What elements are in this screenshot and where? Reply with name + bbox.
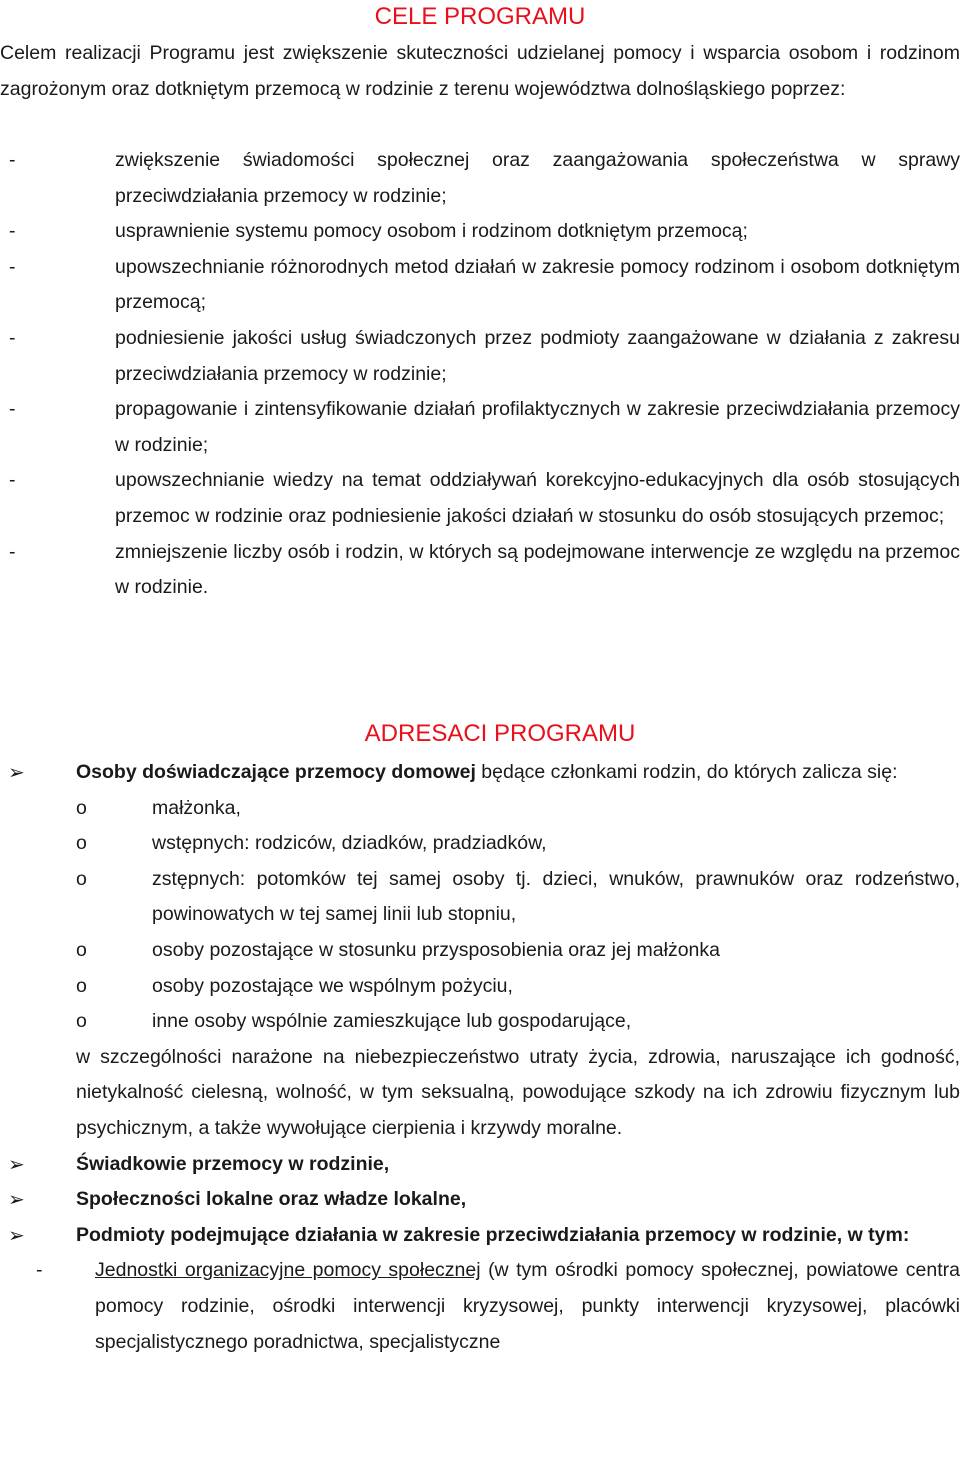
dash-marker: - [9,469,16,492]
list-item: o osoby pozostające we wspólnym pożyciu, [0,969,960,1005]
list-item: - upowszechnianie różnorodnych metod działań w zakresie pomocy rodzinom i osobom dotkniętym przemocą; [0,250,960,321]
list-item: - upowszechnianie wiedzy na temat oddziaływań korekcyjno-edukacyjnych dla osób stosujących przemoc w rodzinie oraz podniesienie jakości działań w stosunku do osób stosujących przemoc; [0,463,960,534]
dash-marker: - [9,149,16,171]
dash-marker: - [36,1259,43,1282]
adresaci-heading: ADRESACI PROGRAMU [364,720,636,747]
list-item: o małżonka, [0,791,960,827]
section-adresaci [0,717,960,751]
adresaci-body [0,755,960,1360]
dash-marker: - [9,220,16,243]
cele-heading: CELE PROGRAMU [374,3,586,30]
section-cele [0,0,960,34]
list-item: ➢ Podmioty podejmujące działania w zakresie przeciwdziałania przemocy w rodzinie, w tym: [0,1218,960,1254]
dash-marker: - [9,255,16,278]
circle-bullet: o [76,867,87,890]
list-item: - zwiększenie świadomości społecznej oraz zaangażowania społeczeństwa w sprawy przeciwdziałania przemocy w rodzinie; [0,143,960,214]
arrow-bullet-icon: ➢ [8,1189,25,1212]
list-item: o wstępnych: rodziców, dziadków, pradziadków, [0,826,960,862]
cele-list [0,143,960,606]
dash-marker: - [9,398,16,421]
continuation-text: w szczególności narażone na niebezpieczeństwo utraty życia, zdrowia, naruszające ich godność, nietykalność cielesną, wolność, w tym seksualną, powodujące szkody na ich zdrowiu fizycznym lub psychicznym, a także wywołujące cierpienia i krzywdy moralne. [76,1045,960,1139]
cele-intro: Celem realizacji Programu jest zwiększenie skuteczności udzielanej pomocy i wsparcia osobom i rodzinom zagrożonym oraz dotkniętym przemocą w rodzinie z terenu województwa dolnośląskiego poprzez: [0,42,960,100]
list-item: - usprawnienie systemu pomocy osobom i rodzinom dotkniętym przemocą; [0,214,960,250]
circle-bullet: o [76,832,87,855]
list-item: ➢ Osoby doświadczające przemocy domowej będące członkami rodzin, do których zalicza się: [0,755,960,791]
list-item: ➢ Społeczności lokalne oraz władze lokalne, [0,1182,960,1218]
list-item: o inne osoby wspólnie zamieszkujące lub gospodarujące, [0,1004,960,1040]
list-item: - zmniejszenie liczby osób i rodzin, w których są podejmowane interwencje ze względu na przemoc w rodzinie. [0,535,960,606]
circle-bullet: o [76,974,87,997]
arrow-bullet-icon: ➢ [8,762,25,784]
underlined-term: Jednostki organizacyjne pomocy społecznej [95,1259,481,1282]
list-item: o osoby pozostające w stosunku przysposobienia oraz jej małżonka [0,933,960,969]
family-list [0,791,960,1040]
list-item: o zstępnych: potomków tej samej osoby tj. dzieci, wnuków, prawnuków oraz rodzeństwo, powinowatych w tej samej linii lub stopniu, [0,862,960,933]
arrow-bullet-icon: ➢ [8,1224,25,1247]
circle-bullet: o [76,938,87,961]
sub-list [0,1253,960,1360]
arrow-bullet-icon: ➢ [8,1153,25,1176]
dash-marker: - [9,326,16,349]
list-item: ➢ Świadkowie przemocy w rodzinie, [0,1147,960,1183]
circle-bullet: o [76,1010,87,1033]
list-item: - podniesienie jakości usług świadczonych przez podmioty zaangażowane w działania z zakresu przeciwdziałania przemocy w rodzinie; [0,321,960,392]
circle-bullet: o [76,796,87,819]
list-item: - propagowanie i zintensyfikowanie działań profilaktycznych w zakresie przeciwdziałania przemocy w rodzinie; [0,392,960,463]
dash-marker: - [9,540,16,563]
list-item: - Jednostki organizacyjne pomocy społecznej (w tym ośrodki pomocy społecznej, powiatowe centra pomocy rodzinie, ośrodki interwencji kryzysowej, punkty interwencji kryzysowej, placówki specjalistycznego poradnictwa, specjalistyczne [0,1253,960,1360]
